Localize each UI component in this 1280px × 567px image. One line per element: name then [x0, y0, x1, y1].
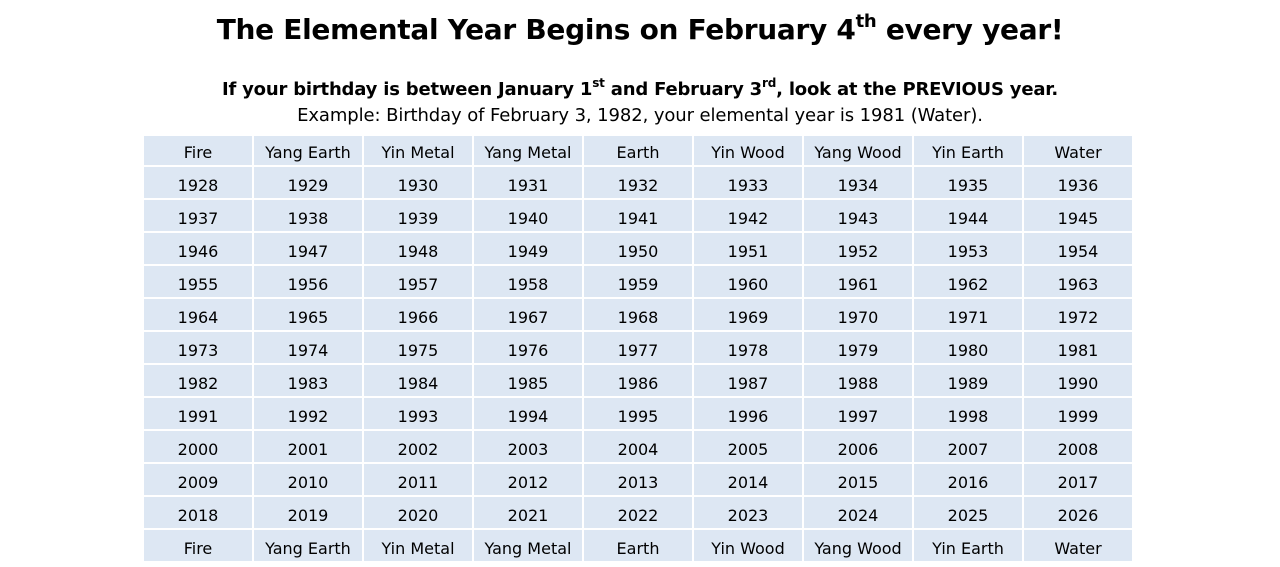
year-cell: 1941: [584, 200, 692, 231]
year-cell: 1995: [584, 398, 692, 429]
element-name-cell: Yang Metal: [474, 136, 582, 165]
element-name-cell: Yang Wood: [804, 530, 912, 561]
year-cell: 2005: [694, 431, 802, 462]
year-cell: 1933: [694, 167, 802, 198]
year-cell: 2024: [804, 497, 912, 528]
instruction-text: [0, 76, 1280, 104]
year-cell: 1972: [1024, 299, 1132, 330]
year-cell: 1993: [364, 398, 472, 429]
year-cell: 2010: [254, 464, 362, 495]
element-name-cell: Yin Metal: [364, 136, 472, 165]
year-cell: 1960: [694, 266, 802, 297]
year-cell: 1986: [584, 365, 692, 396]
year-cell: 1985: [474, 365, 582, 396]
table-row: [144, 398, 1132, 429]
year-cell: 2002: [364, 431, 472, 462]
year-cell: 1965: [254, 299, 362, 330]
year-cell: 1978: [694, 332, 802, 363]
title-superscript: th: [855, 11, 877, 32]
year-cell: 1955: [144, 266, 252, 297]
year-cell: 1992: [254, 398, 362, 429]
year-cell: 1969: [694, 299, 802, 330]
year-cell: 1982: [144, 365, 252, 396]
year-cell: 1962: [914, 266, 1022, 297]
year-cell: 1948: [364, 233, 472, 264]
year-cell: 1961: [804, 266, 912, 297]
table-row: [144, 497, 1132, 528]
year-cell: 1950: [584, 233, 692, 264]
year-cell: 2011: [364, 464, 472, 495]
year-cell: 1957: [364, 266, 472, 297]
year-cell: 1983: [254, 365, 362, 396]
instruction-sup-1: st: [592, 76, 605, 90]
table-row: [144, 365, 1132, 396]
element-name-cell: Earth: [584, 530, 692, 561]
year-cell: 2007: [914, 431, 1022, 462]
year-cell: 1979: [804, 332, 912, 363]
year-cell: 1935: [914, 167, 1022, 198]
year-cell: 1954: [1024, 233, 1132, 264]
year-cell: 2000: [144, 431, 252, 462]
year-cell: 1932: [584, 167, 692, 198]
year-cell: 1942: [694, 200, 802, 231]
table-row: [144, 464, 1132, 495]
year-cell: 2025: [914, 497, 1022, 528]
year-cell: 1976: [474, 332, 582, 363]
year-cell: 2015: [804, 464, 912, 495]
year-cell: 1939: [364, 200, 472, 231]
year-cell: 1936: [1024, 167, 1132, 198]
year-cell: 2001: [254, 431, 362, 462]
year-cell: 1947: [254, 233, 362, 264]
year-cell: 1951: [694, 233, 802, 264]
year-cell: 2012: [474, 464, 582, 495]
year-cell: 1946: [144, 233, 252, 264]
table-row: [144, 200, 1132, 231]
year-cell: 1937: [144, 200, 252, 231]
year-cell: 1997: [804, 398, 912, 429]
year-cell: 1938: [254, 200, 362, 231]
table-body: [144, 136, 1132, 561]
element-name-cell: Yin Metal: [364, 530, 472, 561]
year-cell: 1929: [254, 167, 362, 198]
year-cell: 2013: [584, 464, 692, 495]
element-name-cell: Yang Earth: [254, 136, 362, 165]
year-cell: 1974: [254, 332, 362, 363]
year-cell: 1944: [914, 200, 1022, 231]
table-row: [144, 266, 1132, 297]
year-cell: 1956: [254, 266, 362, 297]
year-cell: 1967: [474, 299, 582, 330]
year-cell: 2021: [474, 497, 582, 528]
title-main: The Elemental Year Begins on February 4: [216, 13, 856, 46]
table-row: [144, 299, 1132, 330]
element-name-cell: Yin Earth: [914, 530, 1022, 561]
year-cell: 1953: [914, 233, 1022, 264]
element-name-cell: Fire: [144, 136, 252, 165]
element-name-cell: Water: [1024, 136, 1132, 165]
element-name-cell: Yang Earth: [254, 530, 362, 561]
year-cell: 2026: [1024, 497, 1132, 528]
year-cell: 2003: [474, 431, 582, 462]
year-cell: 1966: [364, 299, 472, 330]
elemental-year-table: [142, 134, 1134, 563]
year-cell: 1981: [1024, 332, 1132, 363]
year-cell: 1980: [914, 332, 1022, 363]
year-cell: 1991: [144, 398, 252, 429]
year-cell: 2006: [804, 431, 912, 462]
year-cell: 2004: [584, 431, 692, 462]
element-name-cell: Water: [1024, 530, 1132, 561]
instruction-part-2: and February 3: [604, 79, 762, 100]
year-cell: 1931: [474, 167, 582, 198]
table-row: [144, 431, 1132, 462]
year-cell: 1934: [804, 167, 912, 198]
year-cell: 1945: [1024, 200, 1132, 231]
element-name-cell: Yin Wood: [694, 530, 802, 561]
year-cell: 1958: [474, 266, 582, 297]
year-cell: 1987: [694, 365, 802, 396]
year-cell: 1999: [1024, 398, 1132, 429]
year-cell: 1949: [474, 233, 582, 264]
year-cell: 1977: [584, 332, 692, 363]
year-cell: 1930: [364, 167, 472, 198]
year-cell: 2017: [1024, 464, 1132, 495]
year-cell: 2008: [1024, 431, 1132, 462]
year-cell: 1996: [694, 398, 802, 429]
year-cell: 1998: [914, 398, 1022, 429]
year-cell: 2018: [144, 497, 252, 528]
year-cell: 1959: [584, 266, 692, 297]
table-row: [144, 332, 1132, 363]
footer-row: [144, 530, 1132, 561]
element-name-cell: Earth: [584, 136, 692, 165]
year-cell: 1968: [584, 299, 692, 330]
year-cell: 1990: [1024, 365, 1132, 396]
year-cell: 1971: [914, 299, 1022, 330]
title-end: every year!: [876, 13, 1064, 46]
element-name-cell: Yin Wood: [694, 136, 802, 165]
year-cell: 2019: [254, 497, 362, 528]
year-cell: 2014: [694, 464, 802, 495]
year-cell: 1994: [474, 398, 582, 429]
year-cell: 1970: [804, 299, 912, 330]
page-title: [0, 8, 1280, 52]
instruction-part-1: If your birthday is between January 1: [221, 79, 593, 100]
header-row: [144, 136, 1132, 165]
year-cell: 2020: [364, 497, 472, 528]
year-cell: 1988: [804, 365, 912, 396]
instruction-part-3: , look at the PREVIOUS year.: [776, 79, 1059, 100]
element-name-cell: Yang Wood: [804, 136, 912, 165]
year-cell: 1943: [804, 200, 912, 231]
year-cell: 1984: [364, 365, 472, 396]
example-text: Example: Birthday of February 3, 1982, your elemental year is 1981 (Water).: [297, 105, 983, 126]
year-cell: 1928: [144, 167, 252, 198]
year-cell: 1973: [144, 332, 252, 363]
year-cell: 2009: [144, 464, 252, 495]
table-row: [144, 233, 1132, 264]
year-cell: 1940: [474, 200, 582, 231]
table-row: [144, 167, 1132, 198]
year-cell: 1964: [144, 299, 252, 330]
year-cell: 2023: [694, 497, 802, 528]
year-cell: 2022: [584, 497, 692, 528]
element-name-cell: Yin Earth: [914, 136, 1022, 165]
year-cell: 1963: [1024, 266, 1132, 297]
element-name-cell: Yang Metal: [474, 530, 582, 561]
year-cell: 1975: [364, 332, 472, 363]
year-cell: 1952: [804, 233, 912, 264]
instruction-sup-2: rd: [762, 76, 777, 90]
year-cell: 1989: [914, 365, 1022, 396]
element-name-cell: Fire: [144, 530, 252, 561]
year-cell: 2016: [914, 464, 1022, 495]
